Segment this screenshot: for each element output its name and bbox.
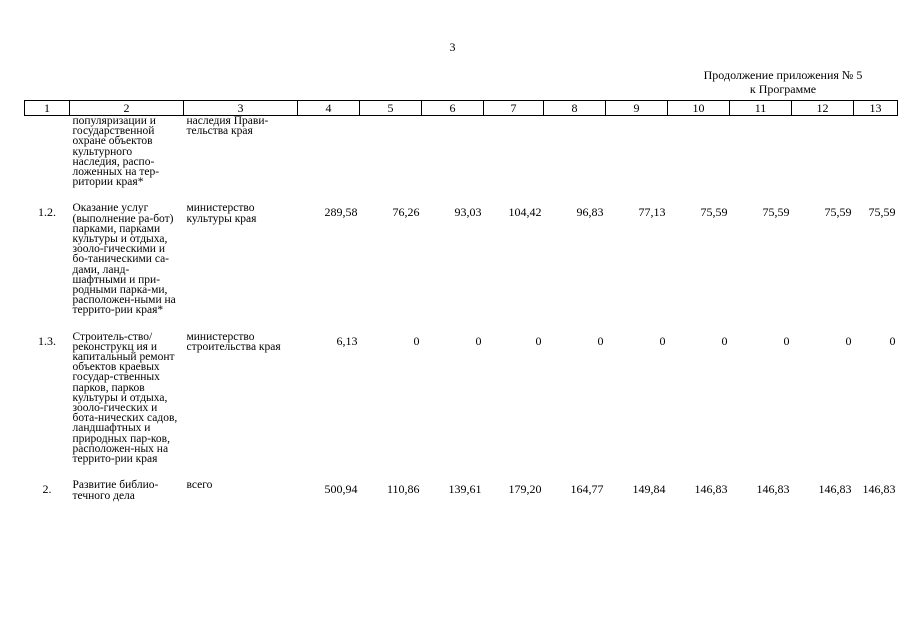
value-cell: 149,84 [632,482,666,497]
value-cell: 146,83 [694,482,728,497]
header-cell-5: 5 [360,101,422,116]
value-cell: 110,86 [386,482,420,497]
header-cell-2: 2 [70,101,184,116]
value-cell: 0 [659,333,666,348]
header-row [25,101,898,116]
value-cell: 146,83 [862,482,896,497]
value-cell: 0 [597,333,604,348]
continuation-line-1: Продолжение приложения № 5 [703,68,863,82]
value-cell: 104,42 [508,205,542,220]
continuation-note [668,68,898,96]
row-name: Строитель-ство/реконструкц ия и капитальный ремонт объектов краевых государ-ственных парков, парков культуры и отдыха, зооло-гических и бота-нических садов, ландшафтных и природных пар-ков, расположен-ных на террито-рии края [72,330,178,466]
value-cell: 0 [475,333,482,348]
value-cell: 146,83 [818,482,852,497]
value-cell: 75,59 [824,205,852,220]
value-cell [606,116,668,188]
header-cell-6: 6 [422,101,484,116]
table-row [25,332,898,465]
row-executor: всего [186,479,213,492]
value-cell: 75,59 [868,205,896,220]
row-executor: министерство культуры края [186,202,257,225]
value-cell: 139,61 [448,482,482,497]
row-name: популяризации и государственной охране объектов культурного наследия, распо-ложенных на тер-ритории края* [72,115,160,189]
table-row [25,203,898,315]
row-number: 1.3. [38,333,56,348]
value-cell: 93,03 [454,205,482,220]
value-cell: 146,83 [756,482,790,497]
row-name: Оказание услуг (выполнение ра-бот) парками, парками культуры и отдыха, зооло-гическими и бо-таническими са-дами, ланд-шафтными и при-родными парка-ми, расположен-ными на террито-рии края* [72,202,176,317]
value-cell [360,116,422,188]
value-cell [422,116,484,188]
continuation-line-2: к Программе [749,82,817,96]
value-cell: 77,13 [638,205,666,220]
value-cell: 75,59 [700,205,728,220]
header-cell-9: 9 [606,101,668,116]
value-cell [854,116,898,188]
value-cell [544,116,606,188]
header-cell-10: 10 [668,101,730,116]
value-cell [792,116,854,188]
value-cell: 0 [845,333,852,348]
header-cell-3: 3 [184,101,298,116]
value-cell: 500,94 [324,482,358,497]
value-cell: 0 [889,333,896,348]
value-cell: 179,20 [508,482,542,497]
value-cell [484,116,544,188]
page-number: 3 [449,40,456,54]
value-cell [668,116,730,188]
header-cell-8: 8 [544,101,606,116]
value-cell: 0 [783,333,790,348]
value-cell: 289,58 [324,205,358,220]
row-number: 2. [42,482,52,497]
table-row [25,116,898,188]
header-cell-7: 7 [484,101,544,116]
value-cell: 75,59 [762,205,790,220]
row-executor: министерство строительства края [186,330,281,353]
value-cell: 164,77 [570,482,604,497]
value-cell: 76,26 [392,205,420,220]
row-number: 1.2. [38,205,56,220]
value-cell [730,116,792,188]
value-cell: 0 [535,333,542,348]
value-cell [298,116,360,188]
value-cell: 0 [413,333,420,348]
table-row [25,480,898,500]
header-cell-4: 4 [298,101,360,116]
row-name: Развитие библио-течного дела [72,479,159,502]
value-cell: 0 [721,333,728,348]
header-cell-13: 13 [854,101,898,116]
program-table [24,100,898,501]
value-cell: 6,13 [336,333,358,348]
header-cell-11: 11 [730,101,792,116]
row-number [25,116,70,188]
value-cell: 96,83 [576,205,604,220]
header-cell-12: 12 [792,101,854,116]
header-cell-1: 1 [25,101,70,116]
row-executor: наследия Прави-тельства края [186,115,269,138]
